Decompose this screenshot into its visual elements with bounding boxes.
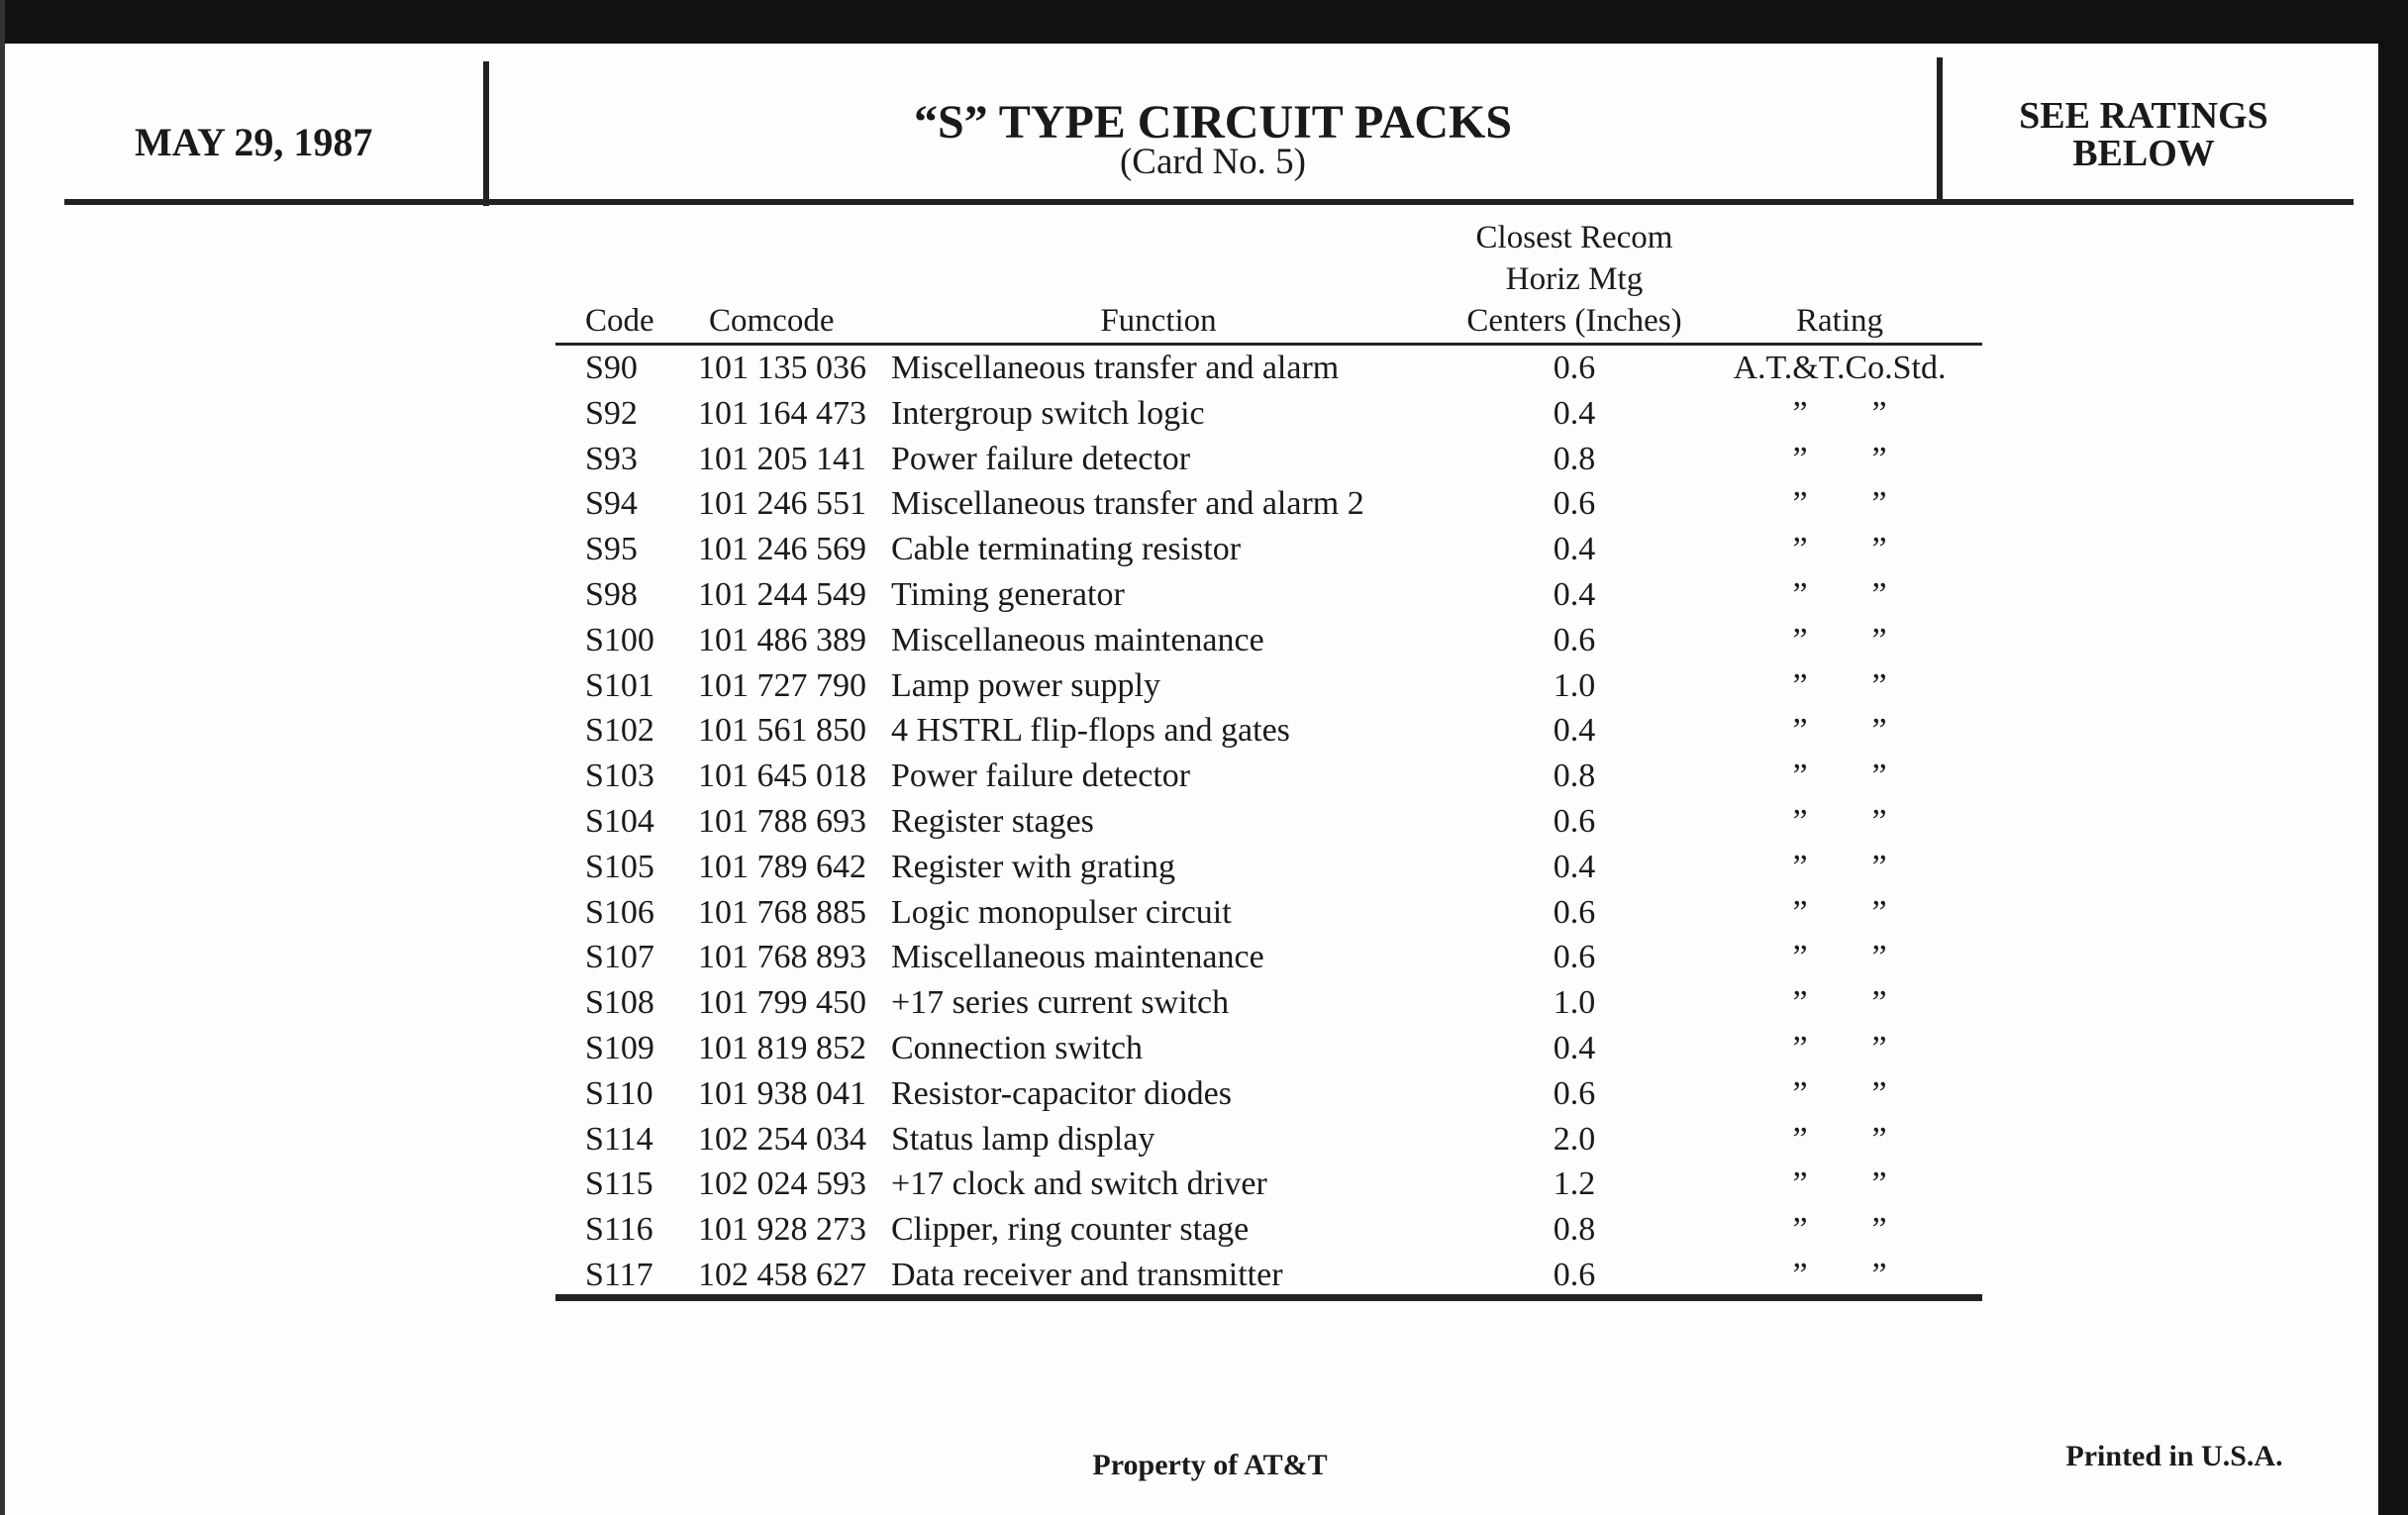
cell-function: Register stages [891,803,1094,840]
cell-function: Register with grating [891,848,1176,885]
cell-rating-ditto: ” [1871,984,1887,1022]
cell-code: S93 [585,440,638,477]
cell-comcode: 101 486 389 [698,621,866,658]
cell-recom: 0.4 [1553,848,1596,885]
cell-recom: 0.6 [1553,1074,1596,1112]
cell-rating-ditto: ” [1871,666,1887,704]
cell-comcode: 101 246 551 [698,485,866,523]
cell-code: S109 [585,1030,654,1066]
cell-code: S117 [585,1257,653,1293]
cell-code: S98 [585,576,638,613]
cell-rating-ditto: ” [1871,1257,1887,1293]
column-header-recom-line3: Centers (Inches) [1466,303,1682,339]
cell-rating-ditto: ” [1792,984,1808,1022]
cell-function: Logic monopulser circuit [891,893,1232,931]
cell-code: S108 [585,984,654,1022]
cell-function: Cable terminating resistor [891,531,1242,568]
cell-rating-ditto: ” [1792,1165,1808,1203]
cell-recom: 0.4 [1553,712,1596,750]
cell-rating-ditto: ” [1792,666,1808,704]
cell-code: S104 [585,803,654,840]
cell-function: 4 HSTRL flip-flops and gates [891,712,1290,750]
cell-code: S103 [585,758,654,795]
cell-rating-ditto: ” [1792,440,1808,477]
card-date: MAY 29, 1987 [135,120,373,164]
cell-rating-ditto: ” [1792,621,1808,658]
cell-rating-ditto: ” [1871,1030,1887,1066]
cell-function: Miscellaneous maintenance [891,939,1264,976]
cell-rating-ditto: ” [1871,939,1887,976]
cell-function: Resistor-capacitor diodes [891,1074,1232,1112]
column-header-recom-line2: Horiz Mtg [1505,261,1644,297]
footer-printed: Printed in U.S.A. [2065,1440,2283,1472]
scan-border-right [2378,0,2408,1515]
cell-function: +17 clock and switch driver [891,1165,1267,1203]
cell-comcode: 101 788 693 [698,803,866,840]
cell-code: S100 [585,621,654,658]
table-bottom-rule [555,1294,1982,1301]
cell-comcode: 101 561 850 [698,712,866,750]
cell-code: S90 [585,350,638,386]
cell-function: Status lamp display [891,1120,1155,1158]
cell-rating-ditto: ” [1792,1120,1808,1158]
cell-comcode: 102 254 034 [698,1120,866,1158]
cell-function: Power failure detector [891,758,1191,795]
cell-comcode: 101 768 893 [698,939,866,976]
cell-code: S94 [585,485,638,523]
header-divider-right [1937,57,1943,204]
cell-rating-ditto: ” [1792,939,1808,976]
cell-comcode: 101 819 852 [698,1030,866,1066]
cell-recom: 0.6 [1553,621,1596,658]
cell-recom: 0.4 [1553,531,1596,568]
column-header-comcode: Comcode [709,303,835,339]
card-title: “S” TYPE CIRCUIT PACKS [913,96,1513,149]
cell-code: S106 [585,893,654,931]
cell-comcode: 102 024 593 [698,1165,866,1203]
cell-rating-ditto: ” [1871,576,1887,613]
ratings-note-line1: SEE RATINGS [2019,95,2268,137]
cell-rating-ditto: ” [1792,394,1808,432]
cell-comcode: 101 135 036 [698,350,866,386]
cell-rating-ditto: ” [1792,576,1808,613]
cell-rating-ditto: ” [1871,394,1887,432]
cell-comcode: 101 244 549 [698,576,866,613]
cell-recom: 0.4 [1553,576,1596,613]
cell-comcode: 101 727 790 [698,666,866,704]
cell-rating-ditto: ” [1871,893,1887,931]
cell-rating-ditto: ” [1871,531,1887,568]
cell-function: Power failure detector [891,440,1191,477]
cell-function: Miscellaneous maintenance [891,621,1264,658]
cell-code: S92 [585,394,638,432]
cell-recom: 0.8 [1553,440,1596,477]
cell-rating-ditto: ” [1792,485,1808,523]
cell-comcode: 102 458 627 [698,1257,866,1293]
cell-code: S114 [585,1120,653,1158]
header-rule [64,199,2354,205]
cell-function: Intergroup switch logic [891,394,1205,432]
cell-code: S116 [585,1211,653,1249]
cell-rating-ditto: ” [1871,848,1887,885]
cell-recom: 2.0 [1553,1120,1596,1158]
cell-code: S105 [585,848,654,885]
cell-rating-ditto: ” [1792,712,1808,750]
cell-rating-ditto: ” [1792,848,1808,885]
cell-rating-ditto: ” [1871,712,1887,750]
cell-rating-ditto: ” [1871,485,1887,523]
cell-function: Connection switch [891,1030,1144,1066]
cell-comcode: 101 645 018 [698,758,866,795]
cell-recom: 0.8 [1553,758,1596,795]
cell-comcode: 101 205 141 [698,440,866,477]
cell-recom: 0.6 [1553,939,1596,976]
cell-rating: A.T.&T.Co.Std. [1733,350,1947,386]
cell-rating-ditto: ” [1792,893,1808,931]
scan-border-top [0,0,2408,44]
scan-border-left [0,0,5,1515]
cell-code: S110 [585,1074,653,1112]
cell-rating-ditto: ” [1792,758,1808,795]
cell-rating-ditto: ” [1792,803,1808,840]
card-subtitle: (Card No. 5) [1119,142,1307,182]
cell-function: Timing generator [891,576,1125,613]
cell-function: Lamp power supply [891,666,1160,704]
column-header-rating: Rating [1796,303,1883,339]
column-header-code: Code [585,303,654,339]
cell-rating-ditto: ” [1792,1074,1808,1112]
cell-code: S102 [585,712,654,750]
cell-recom: 0.6 [1553,485,1596,523]
cell-rating-ditto: ” [1792,1211,1808,1249]
cell-rating-ditto: ” [1871,440,1887,477]
cell-rating-ditto: ” [1871,1165,1887,1203]
cell-recom: 1.0 [1553,984,1596,1022]
cell-rating-ditto: ” [1792,1030,1808,1066]
cell-function: Data receiver and transmitter [891,1257,1283,1293]
cell-rating-ditto: ” [1792,531,1808,568]
cell-recom: 0.6 [1553,803,1596,840]
cell-code: S107 [585,939,654,976]
cell-code: S95 [585,531,638,568]
cell-rating-ditto: ” [1871,803,1887,840]
cell-recom: 0.4 [1553,394,1596,432]
cell-comcode: 101 768 885 [698,893,866,931]
cell-rating-ditto: ” [1871,1120,1887,1158]
cell-comcode: 101 164 473 [698,394,866,432]
cell-function: Miscellaneous transfer and alarm 2 [891,485,1364,523]
cell-comcode: 101 938 041 [698,1074,866,1112]
cell-rating-ditto: ” [1871,758,1887,795]
cell-comcode: 101 799 450 [698,984,866,1022]
column-header-recom-line1: Closest Recom [1475,220,1673,255]
cell-comcode: 101 928 273 [698,1211,866,1249]
cell-function: Miscellaneous transfer and alarm [891,350,1340,386]
cell-rating-ditto: ” [1871,1074,1887,1112]
cell-function: Clipper, ring counter stage [891,1211,1250,1249]
cell-function: +17 series current switch [891,984,1230,1022]
cell-recom: 0.8 [1553,1211,1596,1249]
cell-code: S115 [585,1165,653,1203]
table-header-rule [555,343,1982,346]
cell-recom: 0.4 [1553,1030,1596,1066]
ratings-note [1946,97,2342,172]
column-header-function: Function [1100,303,1217,339]
cell-rating-ditto: ” [1871,1211,1887,1249]
ratings-note-line2: BELOW [2072,133,2215,174]
cell-code: S101 [585,666,654,704]
footer-property: Property of AT&T [1092,1449,1328,1481]
cell-comcode: 101 789 642 [698,848,866,885]
cell-comcode: 101 246 569 [698,531,866,568]
cell-rating-ditto: ” [1871,621,1887,658]
cell-recom: 1.0 [1553,666,1596,704]
cell-recom: 0.6 [1553,893,1596,931]
cell-recom: 0.6 [1553,350,1596,386]
cell-recom: 0.6 [1553,1257,1596,1293]
cell-recom: 1.2 [1553,1165,1596,1203]
cell-rating-ditto: ” [1792,1257,1808,1293]
